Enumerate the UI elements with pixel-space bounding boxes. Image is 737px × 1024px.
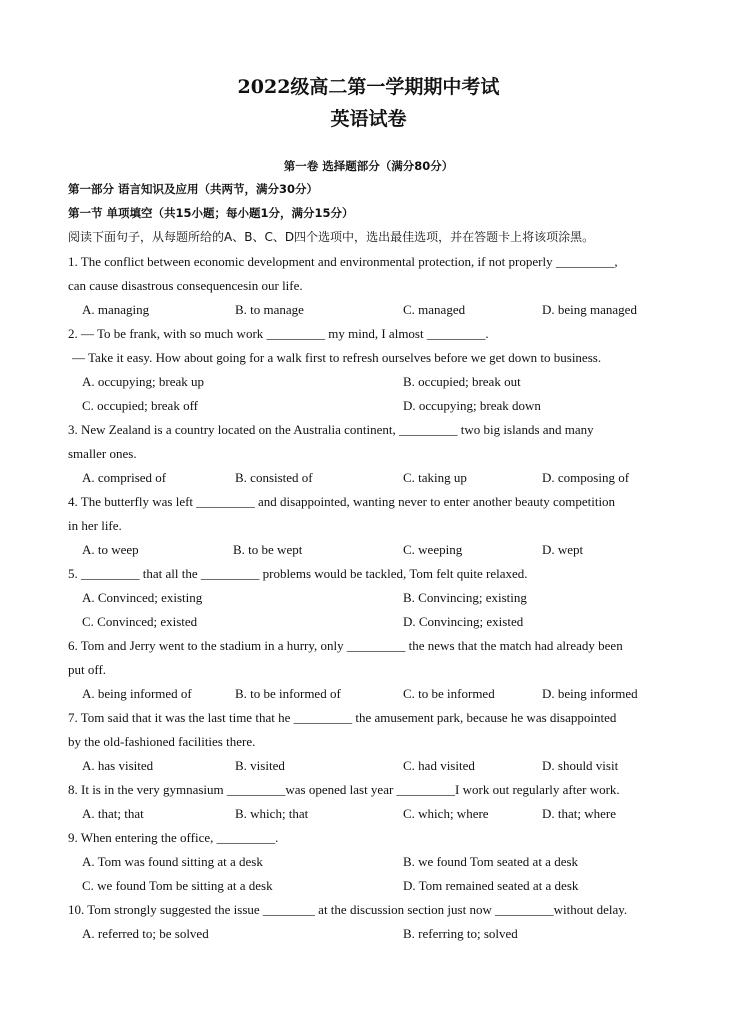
question-stem: can cause disastrous consequencesin our life. xyxy=(68,278,303,293)
option-d: D. that; where xyxy=(542,806,617,821)
option-b: B. which; that xyxy=(235,806,309,821)
option-a: A. Tom was found sitting at a desk xyxy=(82,854,263,869)
exam-subtitle: 英语试卷 xyxy=(330,108,407,130)
option-row xyxy=(82,470,702,486)
question-stem: 2. — To be frank, with so much work _________ my mind, I almost _________. xyxy=(68,326,489,341)
option-c: C. we found Tom be sitting at a desk xyxy=(82,878,273,893)
volume-heading: 第一卷 选择题部分（满分80分） xyxy=(283,159,454,173)
option-d: D. should visit xyxy=(542,758,619,773)
question-stem: 3. New Zealand is a country located on the Australia continent, _________ two big islands and many xyxy=(68,422,594,437)
option-c: C. weeping xyxy=(403,542,463,557)
instruction-text: 阅读下面句子，从每题所给的A、B、C、D四个选项中，选出最佳选项，并在答题卡上将该项涂黑。 xyxy=(68,230,595,244)
option-b: B. Convincing; existing xyxy=(403,590,527,605)
option-c: C. had visited xyxy=(403,758,475,773)
option-a: A. comprised of xyxy=(82,470,167,485)
option-row xyxy=(82,374,702,390)
option-b: B. to manage xyxy=(235,302,304,317)
question-stem: — Take it easy. How about going for a walk first to refresh ourselves before we get down to business. xyxy=(72,350,602,365)
option-c: C. to be informed xyxy=(403,686,495,701)
question-stem: 1. The conflict between economic development and environmental protection, if not properly _________, xyxy=(68,254,618,269)
option-d: D. Convincing; existed xyxy=(403,614,524,629)
question-stem: 4. The butterfly was left _________ and disappointed, wanting never to enter another beauty competition xyxy=(68,494,616,509)
question-stem: 5. _________ that all the _________ problems would be tackled, Tom felt quite relaxed. xyxy=(68,566,528,581)
option-a: A. being informed of xyxy=(82,686,192,701)
option-a: A. Convinced; existing xyxy=(82,590,203,605)
option-d: D. composing of xyxy=(542,470,630,485)
option-c: C. managed xyxy=(403,302,466,317)
option-c: C. taking up xyxy=(403,470,467,485)
option-b: B. to be wept xyxy=(233,542,303,557)
question-stem: 10. Tom strongly suggested the issue ________ at the discussion section just now _________without delay. xyxy=(68,902,628,917)
option-c: C. which; where xyxy=(403,806,489,821)
option-b: B. referring to; solved xyxy=(403,926,518,941)
option-row xyxy=(82,590,702,606)
question-stem: 7. Tom said that it was the last time that he _________ the amusement park, because he was disappointed xyxy=(68,710,617,725)
option-b: B. visited xyxy=(235,758,285,773)
option-a: A. referred to; be solved xyxy=(82,926,209,941)
part-heading: 第一部分 语言知识及应用（共两节，满分30分） xyxy=(68,182,319,196)
question-stem: smaller ones. xyxy=(68,446,137,461)
option-d: D. being managed xyxy=(542,302,637,317)
option-row xyxy=(82,398,702,414)
option-row xyxy=(82,854,702,870)
option-row xyxy=(82,926,702,942)
option-row xyxy=(82,302,702,318)
option-row xyxy=(82,878,702,894)
option-b: B. we found Tom seated at a desk xyxy=(403,854,579,869)
option-a: A. that; that xyxy=(82,806,144,821)
question-stem: put off. xyxy=(68,662,107,677)
question-stem: by the old-fashioned facilities there. xyxy=(68,734,256,749)
option-d: D. occupying; break down xyxy=(403,398,541,413)
option-b: B. consisted of xyxy=(235,470,313,485)
option-a: A. managing xyxy=(82,302,150,317)
option-row xyxy=(82,686,702,702)
option-d: D. being informed xyxy=(542,686,638,701)
option-b: B. occupied; break out xyxy=(403,374,521,389)
section-heading: 第一节 单项填空（共15小题；每小题1分，满分15分） xyxy=(68,206,354,220)
option-d: D. wept xyxy=(542,542,584,557)
option-a: A. occupying; break up xyxy=(82,374,205,389)
option-row xyxy=(82,542,702,558)
option-a: A. to weep xyxy=(82,542,139,557)
option-row xyxy=(82,614,702,630)
option-d: D. Tom remained seated at a desk xyxy=(403,878,579,893)
option-c: C. occupied; break off xyxy=(82,398,198,413)
option-b: B. to be informed of xyxy=(235,686,341,701)
option-row xyxy=(82,758,702,774)
option-row xyxy=(82,806,702,822)
option-c: C. Convinced; existed xyxy=(82,614,198,629)
option-a: A. has visited xyxy=(82,758,154,773)
question-stem: 9. When entering the office, _________. xyxy=(68,830,279,845)
question-stem: in her life. xyxy=(68,518,122,533)
question-stem: 6. Tom and Jerry went to the stadium in a hurry, only _________ the news that the match had already been xyxy=(68,638,623,653)
exam-title: 2022级高二第一学期期中考试 xyxy=(237,76,500,98)
question-stem: 8. It is in the very gymnasium _________was opened last year _________I work out regularly after work. xyxy=(68,782,620,797)
